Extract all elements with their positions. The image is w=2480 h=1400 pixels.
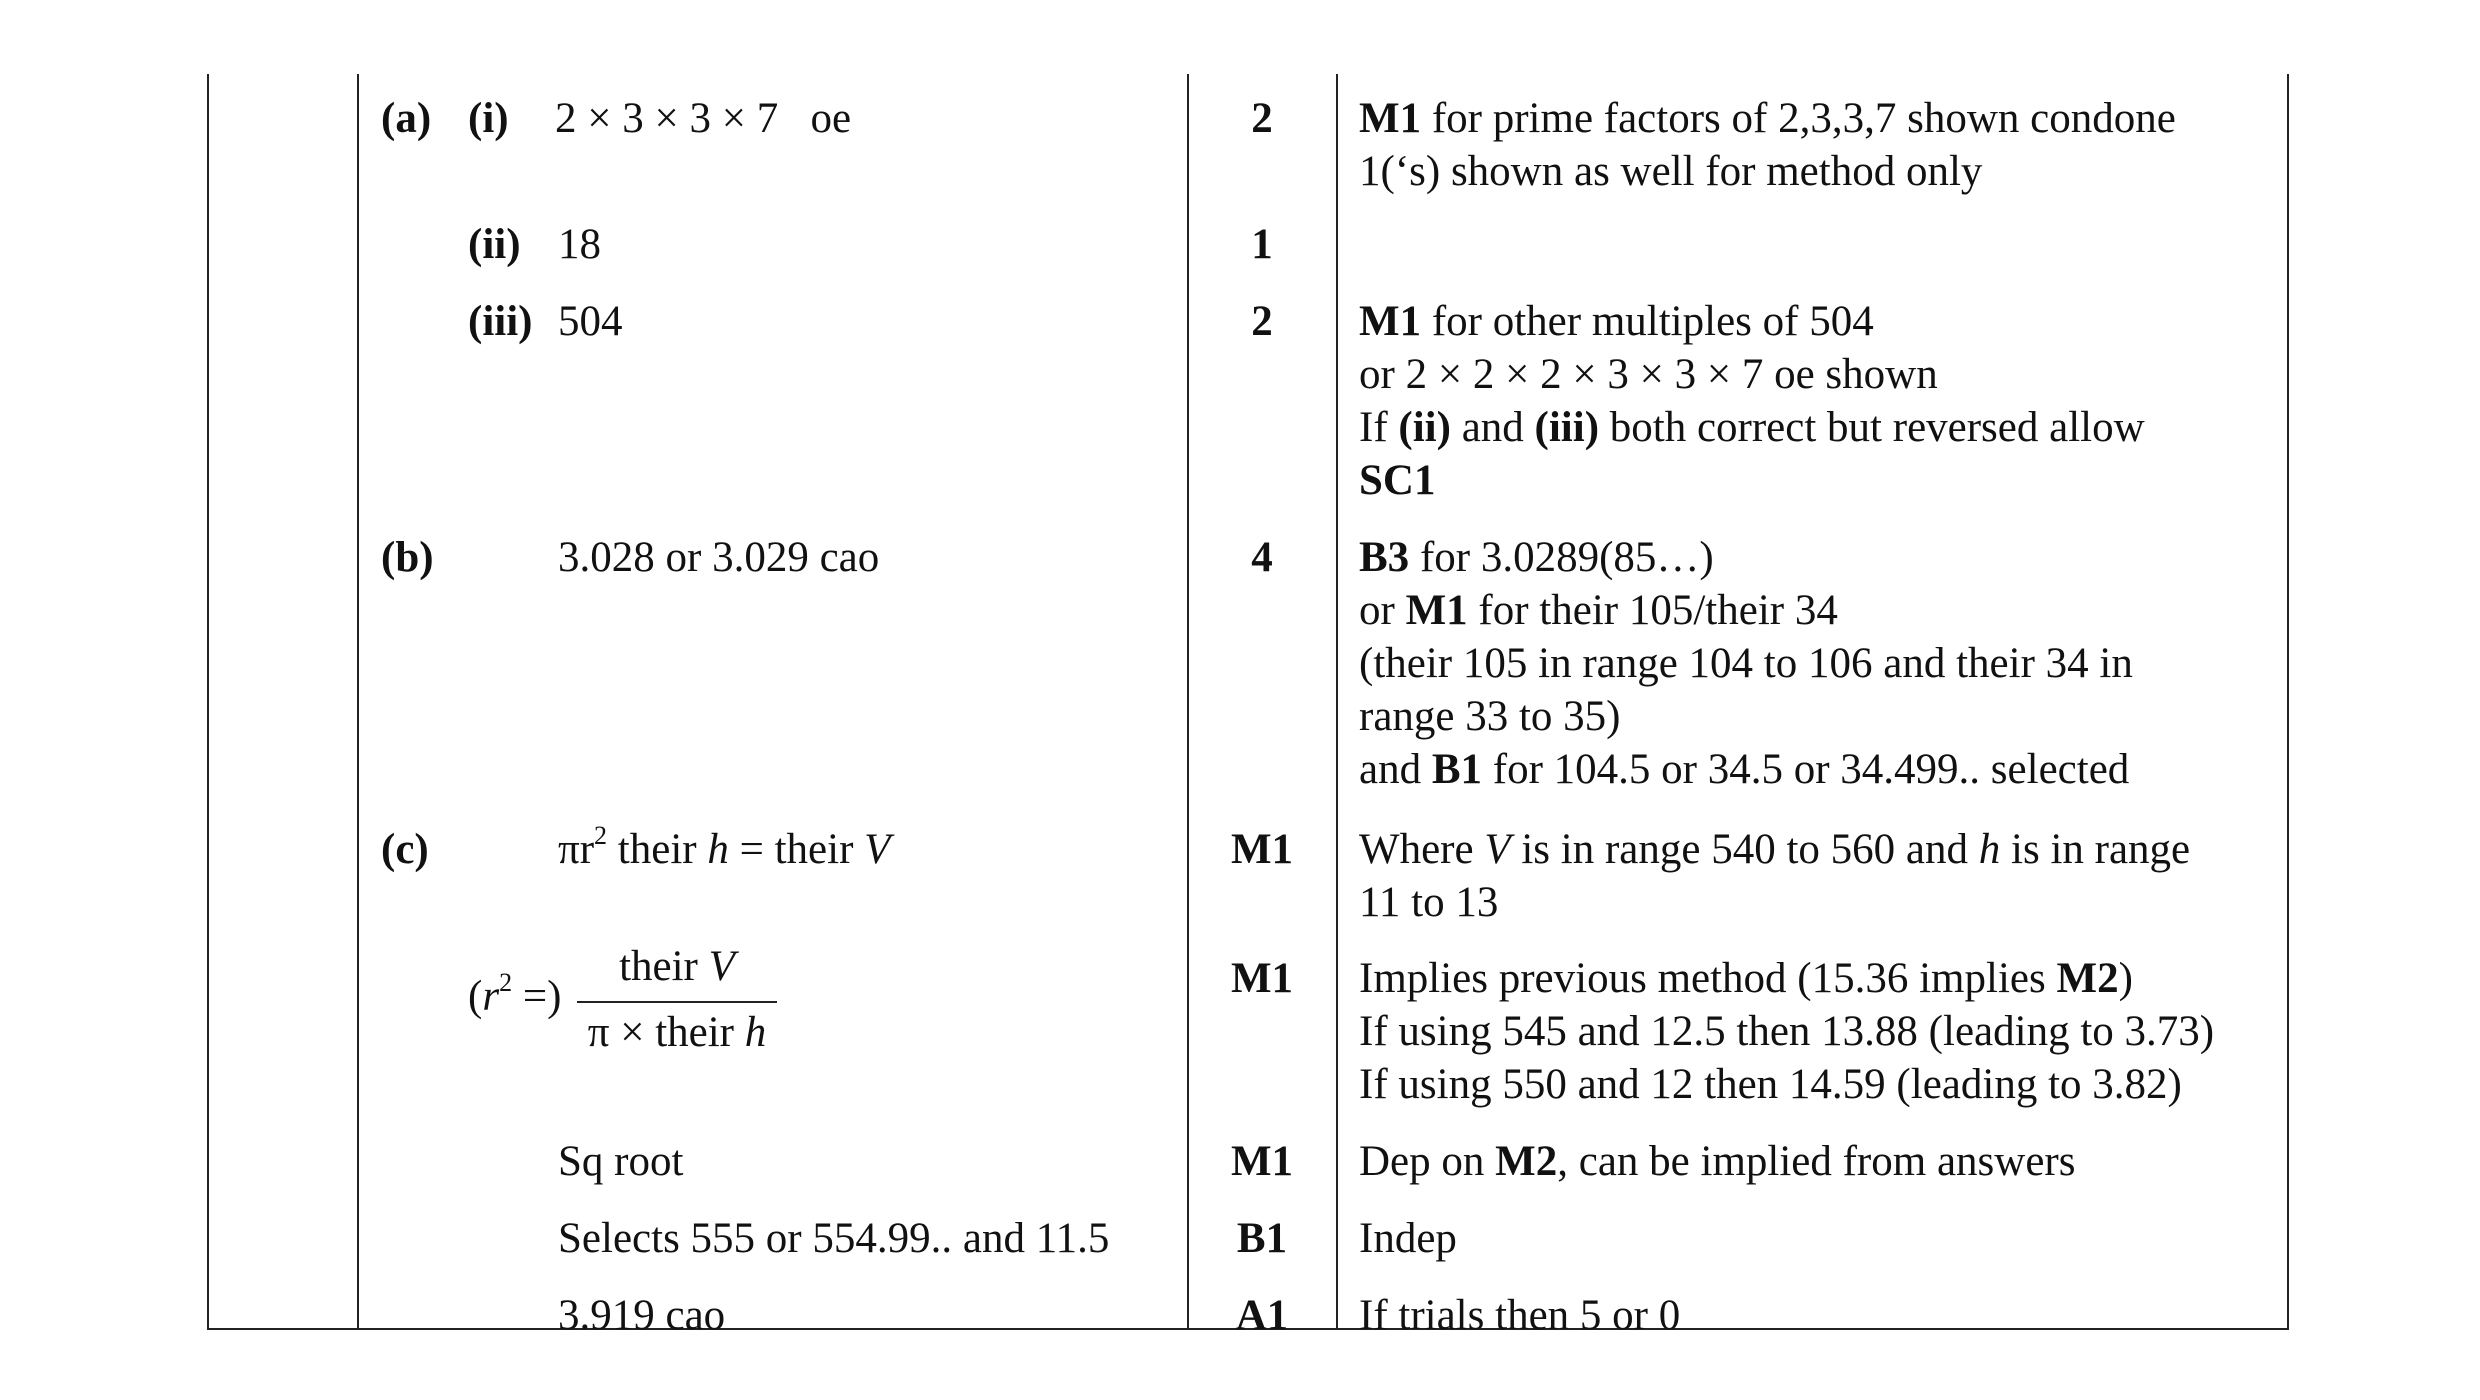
part-c-step5-mark: A1 <box>1235 1292 1289 1339</box>
guidance-text: is in range 540 to 560 and <box>1510 826 1979 873</box>
guidance-text: If <box>1359 404 1399 451</box>
part-a-i-guidance <box>1359 92 2176 198</box>
guidance-text: is in range <box>2000 826 2191 873</box>
guidance-text: for prime factors of 2,3,3,7 shown condone <box>1421 95 2176 142</box>
part-c-label: (c) <box>381 826 429 873</box>
guidance-text: range 33 to 35) <box>1359 693 1621 740</box>
part-a-iii-label: (iii) <box>468 298 533 345</box>
guidance-text: Dep on <box>1359 1138 1496 1185</box>
math-variable: h <box>707 826 729 873</box>
mark-code: M2 <box>1495 1138 1558 1185</box>
part-ref: (ii) <box>1398 404 1451 451</box>
guidance-text: and <box>1359 746 1432 793</box>
math-text: ( <box>468 973 483 1020</box>
mark-code: B1 <box>1431 746 1483 793</box>
part-a-i-label: (i) <box>468 95 509 142</box>
part-c-step1-answer <box>558 820 891 876</box>
mark-code: M1 <box>1359 95 1422 142</box>
mark-code: B3 <box>1359 534 1410 581</box>
mark-code: SC1 <box>1359 457 1436 504</box>
exponent: 2 <box>594 820 608 850</box>
guidance-text: , can be implied from answers <box>1557 1138 2076 1185</box>
math-variable: V <box>708 943 735 990</box>
fraction-denominator <box>577 1006 777 1059</box>
math-variable: V <box>864 826 891 873</box>
part-a-i-mark: 2 <box>1251 95 1273 142</box>
guidance-text: both correct but reversed allow <box>1599 404 2145 451</box>
part-c-step2-fraction <box>577 940 777 1070</box>
part-b-guidance <box>1359 531 2133 796</box>
mark-code: M2 <box>2056 955 2119 1002</box>
part-c-step1-mark: M1 <box>1230 826 1294 873</box>
guidance-text: Where <box>1359 826 1485 873</box>
part-a-ii-label: (ii) <box>468 221 521 268</box>
part-ref: (iii) <box>1534 404 1600 451</box>
guidance-text: Implies previous method (15.36 implies <box>1359 955 2057 1002</box>
answer-text: 2 × 3 × 3 × 7 <box>555 95 779 142</box>
part-a-label: (a) <box>381 95 432 142</box>
math-text: = their <box>728 826 865 873</box>
math-text: their <box>619 943 709 990</box>
part-b-answer: 3.028 or 3.029 cao <box>558 534 880 581</box>
part-c-step2-mark: M1 <box>1230 955 1294 1002</box>
guidance-text: 1(‘s) shown as well for method only <box>1359 148 1983 195</box>
part-b-mark: 4 <box>1251 534 1273 581</box>
guidance-text: and <box>1450 404 1535 451</box>
part-a-iii-guidance <box>1359 295 2145 507</box>
part-c-step3-mark: M1 <box>1230 1138 1294 1185</box>
part-c-step3-guidance <box>1359 1135 2075 1188</box>
part-c-step4-guidance: Indep <box>1359 1215 1457 1262</box>
guidance-text: or <box>1359 587 1406 634</box>
part-c-step2-lhs <box>468 967 562 1023</box>
fraction-bar <box>577 1001 777 1003</box>
guidance-text: (their 105 in range 104 to 106 and their 34 in <box>1359 640 2133 687</box>
part-c-step5-guidance: If trials then 5 or 0 <box>1359 1292 1681 1339</box>
math-text: πr <box>558 826 595 873</box>
mark-scheme-table <box>207 74 2289 1339</box>
part-c-step2-guidance <box>1359 952 2214 1111</box>
guidance-text: for other multiples of 504 <box>1421 298 1874 345</box>
mark-code: M1 <box>1405 587 1468 634</box>
part-c-step4-answer: Selects 555 or 554.99.. and 11.5 <box>558 1215 1110 1262</box>
part-a-i-answer <box>555 92 851 145</box>
guidance-text: If using 550 and 12 then 14.59 (leading to 3.82) <box>1359 1061 2182 1108</box>
part-a-ii-answer: 18 <box>558 221 601 268</box>
math-variable: r <box>482 973 500 1020</box>
mark-code: M1 <box>1359 298 1422 345</box>
exponent: 2 <box>499 967 513 997</box>
guidance-text: If using 545 and 12.5 then 13.88 (leading to 3.73) <box>1359 1008 2215 1055</box>
guidance-text: 11 to 13 <box>1359 879 1499 926</box>
math-text: π × their <box>587 1009 745 1056</box>
part-a-iii-mark: 2 <box>1251 298 1273 345</box>
guidance-text: for their 105/their 34 <box>1467 587 1838 634</box>
part-c-step1-guidance <box>1359 823 2190 929</box>
guidance-text: for 3.0289(85…) <box>1409 534 1714 581</box>
part-b-label: (b) <box>381 534 434 581</box>
oe-note: oe <box>810 95 852 142</box>
part-c-step5-answer: 3.919 cao <box>558 1292 726 1339</box>
part-a-iii-answer: 504 <box>558 298 623 345</box>
math-variable: V <box>1484 826 1511 873</box>
math-variable: h <box>1978 826 2001 873</box>
guidance-text: or 2 × 2 × 2 × 3 × 3 × 7 oe shown <box>1359 351 1938 398</box>
guidance-text: for 104.5 or 34.5 or 34.499.. selected <box>1482 746 2130 793</box>
guidance-text: ) <box>2118 955 2133 1002</box>
math-text: their <box>607 826 708 873</box>
part-a-ii-mark: 1 <box>1251 221 1273 268</box>
column-divider-question <box>357 74 359 1328</box>
part-c-step4-mark: B1 <box>1236 1215 1288 1262</box>
part-c-step3-answer: Sq root <box>558 1138 684 1185</box>
math-variable: h <box>744 1009 767 1056</box>
math-text: =) <box>512 973 562 1020</box>
fraction-numerator <box>577 940 777 993</box>
